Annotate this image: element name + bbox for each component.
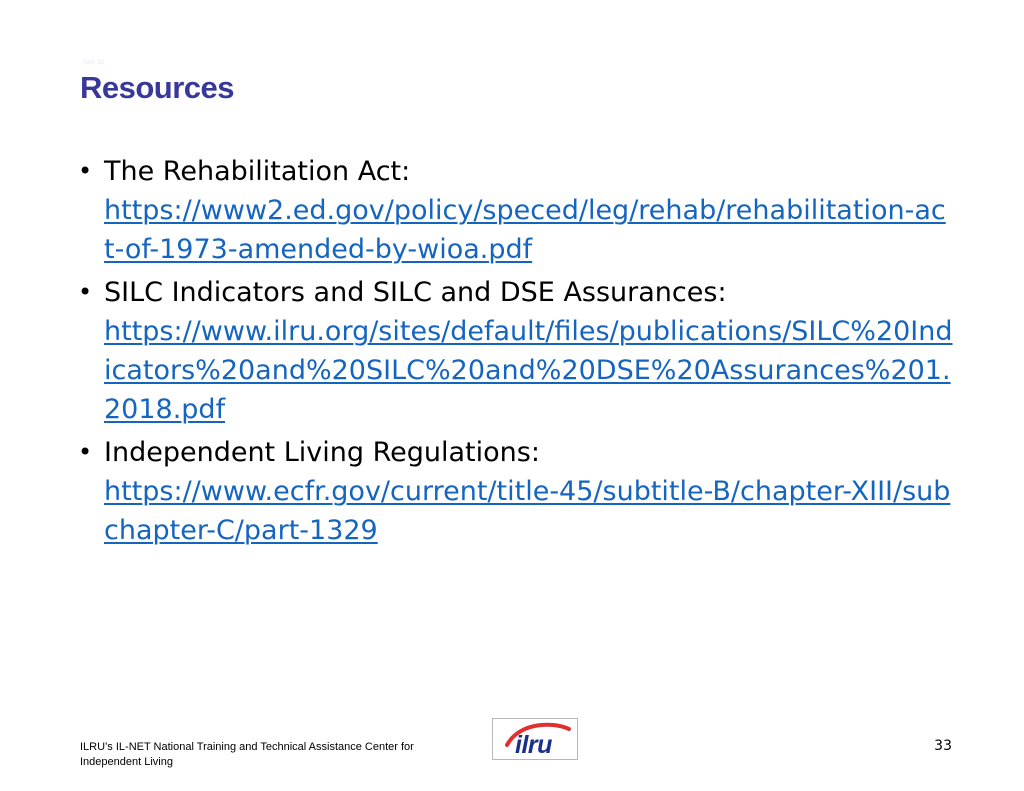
resource-link[interactable]: https://www2.ed.gov/policy/speced/leg/rehab/rehabilitation-act-of-1973-amended-by-wioa.pdf: [104, 195, 946, 265]
resource-item-il-regulations: [78, 433, 958, 550]
page-title: Resources: [80, 70, 235, 105]
resource-link[interactable]: https://www.ecfr.gov/current/title-45/subtitle-B/chapter-XIII/subchapter-C/part-1329: [104, 476, 951, 546]
page-number: 33: [934, 738, 952, 754]
resource-label: The Rehabilitation Act:: [104, 156, 411, 187]
logo-wordmark: ilru: [515, 731, 552, 759]
resource-item-rehabilitation-act: [78, 152, 958, 269]
resource-label: Independent Living Regulations:: [104, 437, 540, 468]
resource-link[interactable]: https://www.ilru.org/sites/default/files/publications/SILC%20Indicators%20and%20SILC%20and%20DSE%20Assurances%201.2018.pdf: [104, 316, 953, 425]
footer-organization: ILRU’s IL-NET National Training and Technical Assistance Center for Independent Living: [80, 741, 414, 768]
bullet-icon: •: [78, 157, 93, 185]
ilru-logo: [492, 718, 578, 760]
resource-list: [78, 152, 958, 554]
resource-item-silc-indicators: [78, 273, 958, 429]
slide-header-label: Slide 33: [82, 60, 104, 66]
resource-label: SILC Indicators and SILC and DSE Assurances:: [104, 277, 727, 308]
bullet-icon: •: [78, 438, 93, 466]
bullet-icon: •: [78, 278, 93, 306]
